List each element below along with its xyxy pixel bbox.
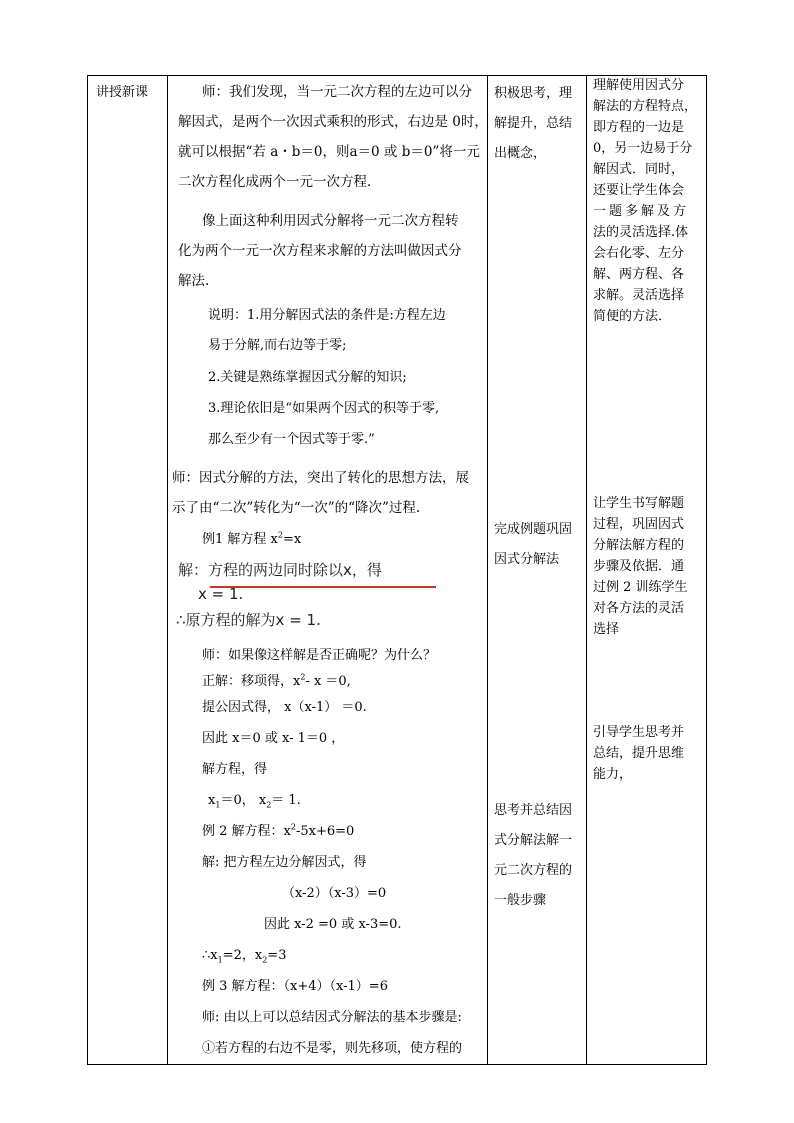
activity-line: 因式分解法	[494, 552, 560, 567]
column-divider	[167, 76, 168, 1064]
column-divider	[586, 76, 587, 1064]
question-line: 师：如果像这样解是否正确呢？为什么？	[202, 648, 437, 663]
section-label-cell	[88, 76, 167, 100]
section-label: 讲授新课	[96, 85, 149, 100]
activity-line: 一般步骤	[494, 893, 547, 908]
solution-line: 因此 x-2 =0 或 x-3=0.	[264, 917, 402, 932]
wrong-solution-line: x = 1.	[198, 585, 244, 603]
intent-line: 选择	[593, 622, 620, 637]
text-line: 解因式，是两个一次因式乘积的形式，右边是 0时，	[178, 114, 488, 130]
text-line: 化为两个一元一次方程来求解的方法叫做因式分	[178, 243, 462, 259]
intent-line: 对各方法的灵活	[593, 601, 685, 616]
text-line: 示了由“二次”转化为“一次”的“降次”过程.	[172, 500, 421, 516]
column-divider	[487, 76, 488, 1064]
intent-line: 过例 2 训练学生	[593, 580, 688, 595]
text-line: 二次方程化成两个一元一次方程．	[178, 174, 381, 190]
solution-line: （x-2）（x-3）=0	[282, 886, 387, 901]
activity-line: 元二次方程的	[494, 863, 573, 878]
note-line: 2.关键是熟练掌握因式分解的知识;	[208, 370, 407, 385]
activity-line: 积极思考，理	[494, 86, 573, 101]
activity-line: 出概念，	[494, 146, 547, 161]
text-line: 就可以根据“若 a・b＝0，则a＝0 或 b＝0”将一元	[178, 144, 480, 160]
intent-line: 分解法解方程的	[593, 538, 685, 553]
intent-line: 0，另一边易于分	[593, 141, 693, 156]
solution-line: $\therefore x_1=2$，$x_2=3$	[202, 948, 287, 965]
wrong-solution-line: 解：方程的两边同时除以x，得	[178, 561, 382, 579]
wrong-solution-line: ∴原方程的解为x = 1.	[176, 611, 321, 629]
note-line: 那么至少有一个因式等于零.”	[208, 432, 375, 447]
text-line: 解法.	[178, 273, 210, 289]
intent-line: 引导学生思考并	[593, 725, 685, 740]
text-line: ①若方程的右边不是零，则先移项，使方程的	[202, 1041, 463, 1056]
intent-line: 步骤及依据．通	[593, 559, 685, 574]
intent-line: 过程，巩固因式	[593, 517, 685, 532]
intent-line: 求解。灵活选择	[593, 288, 685, 303]
intent-line: 解法的方程特点，	[593, 99, 698, 114]
solution-line: 提公因式得， x（x-1） ＝0.	[202, 700, 367, 715]
intent-line: 会右化零、左分	[593, 246, 685, 261]
solution-line: 解: 把方程左边分解因式，得	[202, 855, 367, 870]
solution-line: $x_1=0$， $x_2= 1$.	[208, 793, 301, 810]
intent-line: 总结，提升思维	[593, 746, 685, 761]
solution-line: 因此 x＝0 或 x- 1＝0 ，	[202, 731, 345, 746]
solution-line: 正解：移项得，$x^2-$ x ＝0,	[202, 672, 351, 689]
intent-line: 一题多解及方	[593, 204, 690, 219]
note-line: 易于分解,而右边等于零;	[208, 338, 347, 353]
example-2-title: 例 2 解方程：$x^2-5x+6=0$	[202, 822, 355, 839]
text-line: 师：我们发现，当一元二次方程的左边可以分	[202, 84, 472, 100]
intent-line: 能力，	[593, 767, 633, 782]
activity-line: 解提升，总结	[494, 116, 573, 131]
lesson-table	[87, 75, 707, 1065]
red-underline	[210, 586, 436, 588]
intent-line: 解因式．同时，	[593, 162, 685, 177]
example-1-title: 例1 解方程 $x^2=x$	[202, 530, 302, 547]
example-3-title: 例 3 解方程：（x+4）（x-1）=6	[202, 979, 388, 994]
activity-line: 式分解法解一	[494, 833, 573, 848]
text-line: 师：因式分解的方法，突出了转化的思想方法，展	[172, 470, 469, 486]
intent-line: 让学生书写解题	[593, 496, 685, 511]
intent-line: 理解使用因式分	[593, 78, 685, 93]
intent-line: 即方程的一边是	[593, 120, 685, 135]
intent-line: 法的灵活选择.体	[593, 225, 689, 240]
intent-line: 还要让学生体会	[593, 183, 685, 198]
activity-line: 完成例题巩固	[494, 522, 573, 537]
intent-line: 简便的方法．	[593, 309, 672, 324]
intent-line: 解、两方程、各	[593, 267, 685, 282]
text-line: 像上面这种利用因式分解将一元二次方程转	[202, 213, 459, 229]
note-line: 说明：1.用分解因式法的条件是:方程左边	[208, 308, 446, 323]
solution-line: 解方程，得	[202, 762, 268, 777]
text-line: 师: 由以上可以总结因式分解法的基本步骤是:	[202, 1010, 462, 1025]
note-line: 3.理论依旧是“如果两个因式的积等于零,	[208, 401, 440, 416]
activity-line: 思考并总结因	[494, 803, 573, 818]
